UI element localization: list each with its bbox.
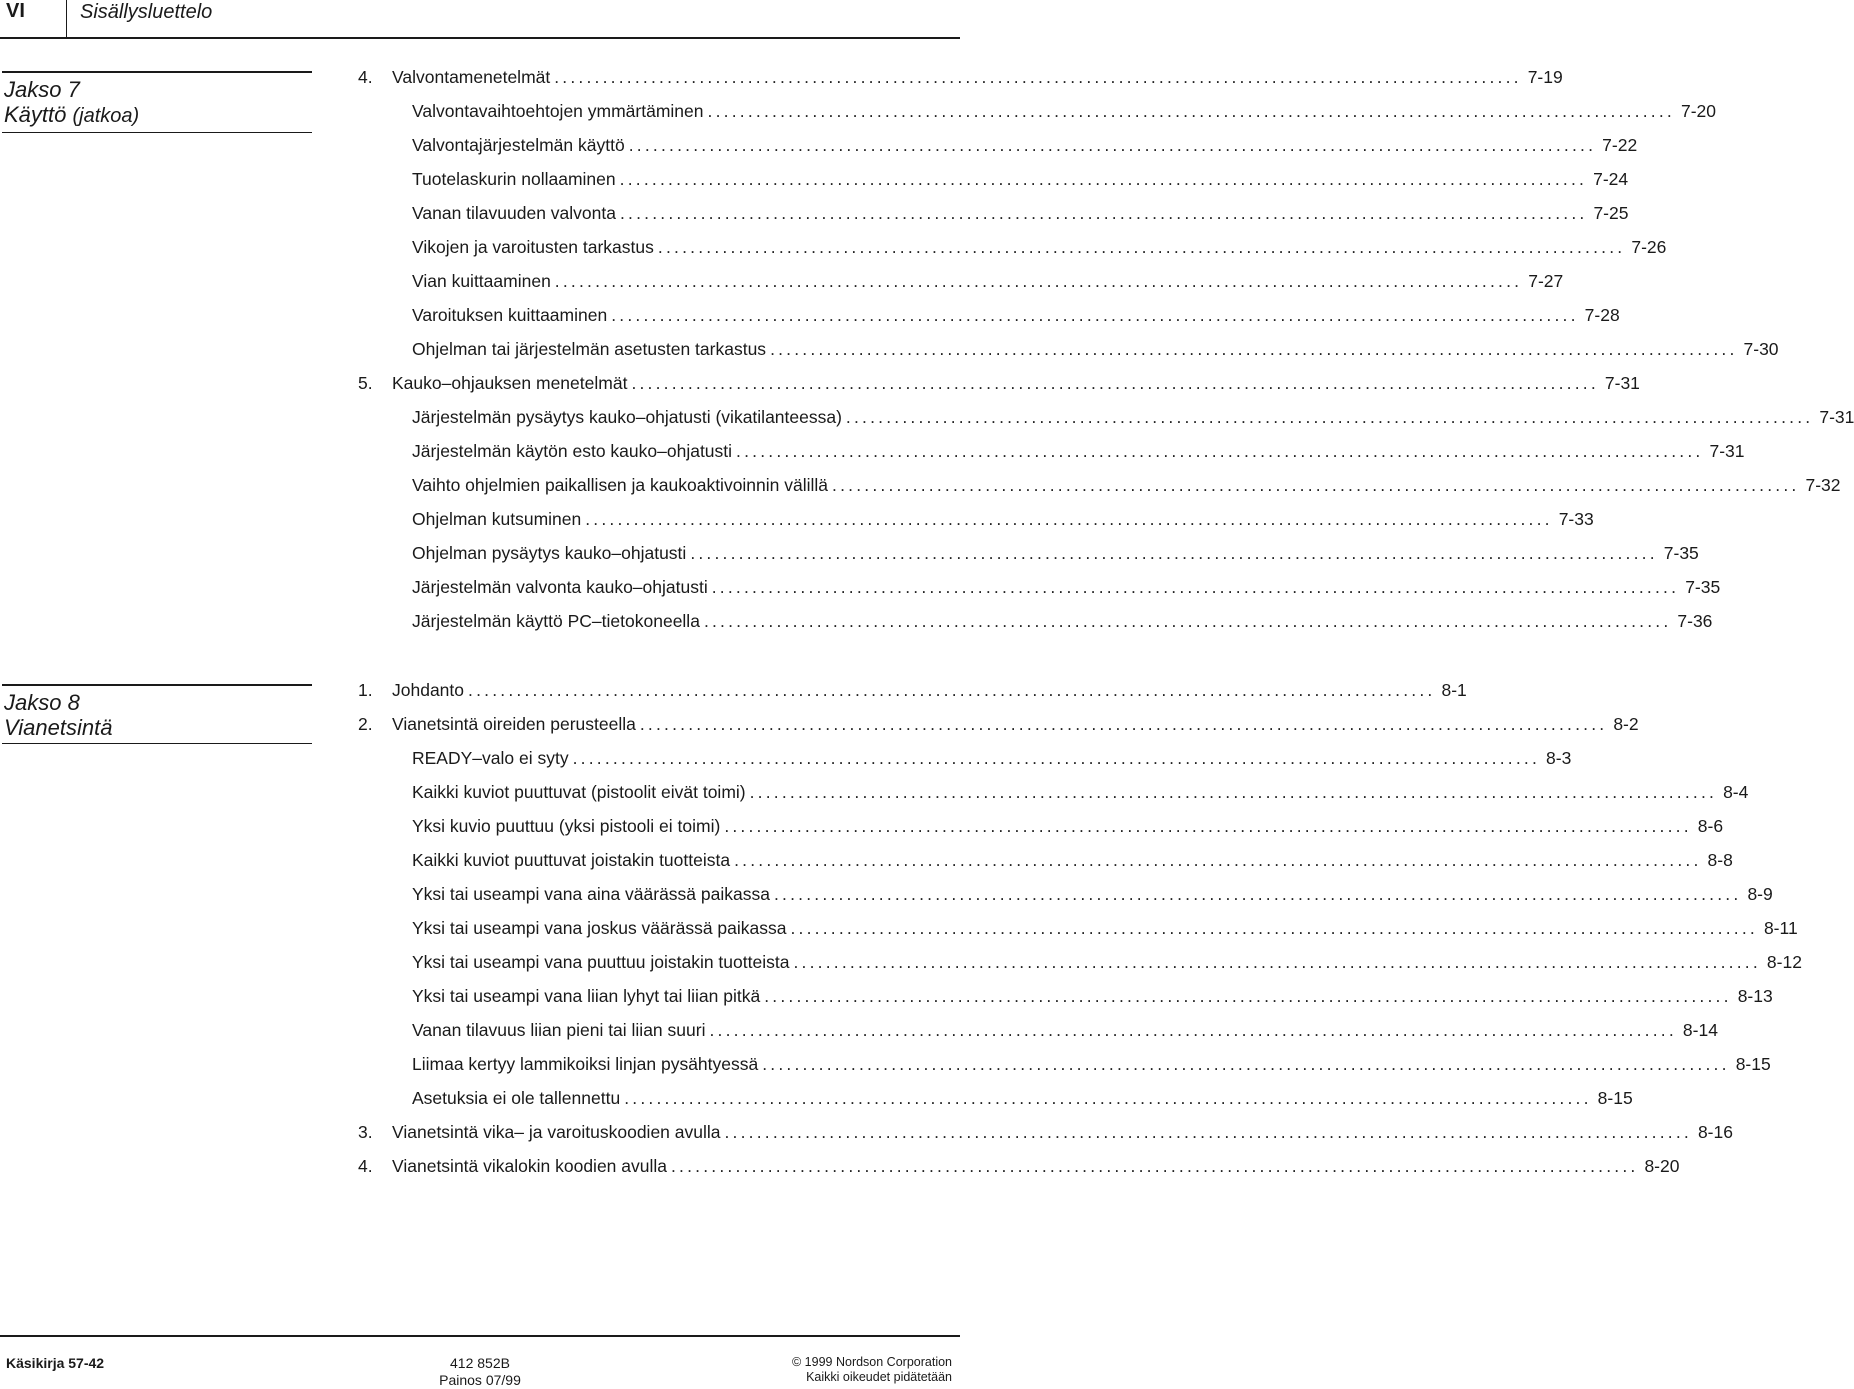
- toc-entry-title: Vianetsintä oireiden perusteella: [392, 714, 636, 734]
- dot-leader: ........................................................................................................................: [631, 373, 1599, 393]
- footer-right: [792, 1355, 952, 1385]
- page-header: [0, 0, 960, 26]
- dot-leader: ........................................................................................................................: [639, 714, 1608, 734]
- dot-leader: ........................................................................................................................: [793, 952, 1761, 972]
- toc-entry-page: 8-11: [1763, 918, 1798, 938]
- section-top-rule: [2, 684, 312, 686]
- toc-entry: [412, 1088, 1633, 1112]
- section-label-jakso-7: [2, 71, 312, 133]
- toc-entry-number: 5.: [358, 373, 373, 393]
- toc-entry: [412, 135, 1638, 159]
- toc-entry: [412, 816, 1724, 840]
- toc-entry: [412, 577, 1721, 601]
- dot-leader: ........................................................................................................................: [657, 237, 1626, 257]
- toc-entry-title: Valvontajärjestelmän käyttö: [412, 135, 625, 155]
- toc-entry-title: Yksi tai useampi vana puuttuu joistakin tuotteista: [412, 952, 790, 972]
- dot-leader: ........................................................................................................................: [554, 271, 1523, 291]
- toc-entry-title: Vanan tilavuus liian pieni tai liian suuri: [412, 1020, 706, 1040]
- toc-entry-page: 8-15: [1735, 1054, 1771, 1074]
- dot-leader: ........................................................................................................................: [468, 680, 1436, 700]
- toc-entry-page: 8-12: [1766, 952, 1802, 972]
- toc-entry: [412, 407, 1854, 431]
- toc-entry: [412, 509, 1594, 533]
- toc-entry-title: Liimaa kertyy lammikoiksi linjan pysähtyessä: [412, 1054, 759, 1074]
- page-title: Sisällysluettelo: [80, 1, 213, 23]
- toc-entry-number: 2.: [358, 714, 373, 734]
- toc-entry: [358, 373, 1640, 397]
- dot-leader: ........................................................................................................................: [711, 577, 1680, 597]
- toc-entry-title: Ohjelman pysäytys kauko–ohjatusti: [412, 543, 687, 563]
- toc-entry-page: 7-19: [1527, 67, 1563, 87]
- section-bottom-rule: [2, 743, 312, 744]
- dot-leader: ........................................................................................................................: [707, 101, 1675, 121]
- dot-leader: ........................................................................................................................: [736, 441, 1704, 461]
- toc-entry-title: Vianetsintä vikalokin koodien avulla: [392, 1156, 667, 1176]
- footer-center: [380, 1355, 580, 1389]
- toc-entry-title: Yksi tai useampi vana joskus väärässä paikassa: [412, 918, 787, 938]
- toc-entry: [412, 611, 1713, 635]
- toc-entry-title: Asetuksia ei ole tallennettu: [412, 1088, 621, 1108]
- toc-entry-title: Järjestelmän valvonta kauko–ohjatusti: [412, 577, 708, 597]
- toc-entry-page: 8-14: [1682, 1020, 1718, 1040]
- toc-entry: [412, 884, 1773, 908]
- toc-entry-number: 3.: [358, 1122, 373, 1142]
- toc-entry-title: Vian kuittaaminen: [412, 271, 551, 291]
- toc-entry: [358, 680, 1467, 704]
- header-divider: [66, 0, 67, 38]
- toc-entry: [412, 237, 1667, 261]
- rights-notice: Kaikki oikeudet pidätetään: [806, 1370, 952, 1384]
- toc-entry-page: 7-31: [1819, 407, 1854, 427]
- toc-entry-title: Kaikki kuviot puuttuvat joistakin tuotteista: [412, 850, 731, 870]
- toc-entry-title: Ohjelman tai järjestelmän asetusten tarkastus: [412, 339, 767, 359]
- toc-entry: [412, 1054, 1771, 1078]
- toc-entry-page: 8-9: [1747, 884, 1773, 904]
- header-rule: [0, 37, 960, 39]
- dot-leader: ........................................................................................................................: [770, 339, 1738, 359]
- section-bottom-rule: [2, 132, 312, 133]
- toc-entry-page: 7-36: [1677, 611, 1713, 631]
- toc-entry-page: 7-28: [1584, 305, 1620, 325]
- toc-entry-title: Yksi tai useampi vana aina väärässä paikassa: [412, 884, 770, 904]
- dot-leader: ........................................................................................................................: [611, 305, 1579, 325]
- toc-entry-number: 4.: [358, 67, 373, 87]
- toc-entry-page: 7-31: [1604, 373, 1640, 393]
- toc-entry-page: 7-22: [1602, 135, 1638, 155]
- toc-entry-page: 8-4: [1723, 782, 1749, 802]
- toc-entry-title: Yksi kuvio puuttuu (yksi pistooli ei toimi): [412, 816, 721, 836]
- dot-leader: ........................................................................................................................: [724, 816, 1692, 836]
- toc-entry-page: 7-35: [1685, 577, 1721, 597]
- toc-entry-title: Valvontamenetelmät: [392, 67, 551, 87]
- dot-leader: ........................................................................................................................: [764, 986, 1732, 1006]
- toc-entry: [412, 543, 1699, 567]
- manual-name: Käsikirja 57-42: [6, 1355, 105, 1371]
- toc-entry-title: Vaihto ohjelmien paikallisen ja kaukoaktivoinnin välillä: [412, 475, 829, 495]
- dot-leader: ........................................................................................................................: [703, 611, 1672, 631]
- toc-entry-title: Johdanto: [392, 680, 465, 700]
- toc-entry-page: 7-24: [1593, 169, 1629, 189]
- toc-entry-page: 8-6: [1697, 816, 1724, 836]
- toc-entry: [412, 305, 1620, 329]
- toc-entry-page: 7-33: [1558, 509, 1594, 529]
- section-note: (jatkoa): [72, 105, 140, 127]
- toc-entry: [412, 101, 1716, 125]
- section-name: Vianetsintä: [4, 715, 113, 740]
- dot-leader: ........................................................................................................................: [628, 135, 1597, 155]
- toc-entry-title: Järjestelmän käytön esto kauko–ohjatusti: [412, 441, 733, 461]
- dot-leader: ........................................................................................................................: [620, 203, 1588, 223]
- toc-entry-page: 8-13: [1737, 986, 1773, 1006]
- section-label-jakso-8: [2, 684, 312, 744]
- toc-entry-title: Tuotelaskurin nollaaminen: [412, 169, 616, 189]
- toc-entry-title: READY–valo ei syty: [412, 748, 569, 768]
- toc-entry-page: 7-26: [1631, 237, 1667, 257]
- dot-leader: ........................................................................................................................: [832, 475, 1800, 495]
- section-name: Käyttö: [4, 102, 67, 127]
- toc-entry: [412, 1020, 1718, 1044]
- toc-entry-title: Kaikki kuviot puuttuvat (pistoolit eivät toimi): [412, 782, 746, 802]
- toc-entry-page: 7-30: [1743, 339, 1779, 359]
- dot-leader: ........................................................................................................................: [671, 1156, 1639, 1176]
- section-subtitle: [2, 102, 312, 129]
- toc-entry: [412, 441, 1745, 465]
- toc-entry: [358, 1156, 1680, 1180]
- dot-leader: ........................................................................................................................: [554, 67, 1522, 87]
- section-title: Jakso 7: [4, 77, 80, 102]
- toc-entry-page: 7-27: [1528, 271, 1564, 291]
- toc-entry-title: Ohjelman kutsuminen: [412, 509, 582, 529]
- toc-entry: [358, 714, 1639, 738]
- dot-leader: ........................................................................................................................: [724, 1122, 1692, 1142]
- toc-entry-page: 8-3: [1546, 748, 1572, 768]
- dot-leader: ........................................................................................................................: [773, 884, 1742, 904]
- toc-entry: [358, 67, 1563, 91]
- toc-entry: [412, 475, 1841, 499]
- dot-leader: ........................................................................................................................: [734, 850, 1702, 870]
- copyright: © 1999 Nordson Corporation: [792, 1355, 952, 1369]
- dot-leader: ........................................................................................................................: [845, 407, 1814, 427]
- toc-entry-page: 8-8: [1707, 850, 1733, 870]
- dot-leader: ........................................................................................................................: [709, 1020, 1677, 1040]
- toc-entry-title: Järjestelmän pysäytys kauko–ohjatusti (vikatilanteessa): [412, 407, 842, 427]
- toc-entry: [358, 1122, 1733, 1146]
- toc-entry-page: 7-31: [1709, 441, 1745, 461]
- dot-leader: ........................................................................................................................: [585, 509, 1553, 529]
- toc-entry-title: Vianetsintä vika– ja varoituskoodien avulla: [392, 1122, 721, 1142]
- toc-entry-title: Yksi tai useampi vana liian lyhyt tai liian pitkä: [412, 986, 761, 1006]
- toc-entry: [412, 339, 1779, 363]
- toc-entry-title: Kauko–ohjauksen menetelmät: [392, 373, 628, 393]
- toc-entry-title: Vikojen ja varoitusten tarkastus: [412, 237, 654, 257]
- toc-entry-page: 7-20: [1680, 101, 1716, 121]
- toc-entry-number: 1.: [358, 680, 373, 700]
- edition: Painos 07/99: [439, 1372, 521, 1388]
- toc-entry: [412, 203, 1629, 227]
- toc-entry-page: 7-25: [1593, 203, 1629, 223]
- dot-leader: ........................................................................................................................: [762, 1054, 1730, 1074]
- toc-entry: [412, 952, 1802, 976]
- toc-entry-title: Varoituksen kuittaaminen: [412, 305, 608, 325]
- toc-entry-number: 4.: [358, 1156, 373, 1176]
- toc-entry: [412, 850, 1733, 874]
- section-number: VI: [6, 0, 25, 22]
- dot-leader: ........................................................................................................................: [619, 169, 1588, 189]
- toc-entry-title: Vanan tilavuuden valvonta: [412, 203, 616, 223]
- toc-entry-page: 7-35: [1663, 543, 1699, 563]
- toc-entry-page: 8-2: [1613, 714, 1639, 734]
- footer-rule: [0, 1335, 960, 1337]
- dot-leader: ........................................................................................................................: [790, 918, 1758, 938]
- part-number: 412 852B: [450, 1355, 510, 1371]
- toc-entry-page: 7-32: [1805, 475, 1841, 495]
- section-top-rule: [2, 71, 312, 73]
- toc-entry: [412, 748, 1572, 772]
- toc-entry: [412, 271, 1564, 295]
- toc-entry: [412, 782, 1749, 806]
- toc-entry-title: Järjestelmän käyttö PC–tietokoneella: [412, 611, 700, 631]
- toc-entry-title: Valvontavaihtoehtojen ymmärtäminen: [412, 101, 704, 121]
- dot-leader: ........................................................................................................................: [690, 543, 1658, 563]
- toc-entry-page: 8-16: [1697, 1122, 1733, 1142]
- toc-entry-page: 8-15: [1597, 1088, 1633, 1108]
- toc-entry: [412, 986, 1773, 1010]
- dot-leader: ........................................................................................................................: [749, 782, 1718, 802]
- dot-leader: ........................................................................................................................: [624, 1088, 1592, 1108]
- toc-entry-page: 8-1: [1441, 680, 1467, 700]
- section-subtitle: [2, 715, 312, 740]
- section-title: Jakso 8: [4, 690, 80, 715]
- toc-entry: [412, 918, 1798, 942]
- toc-entry: [412, 169, 1629, 193]
- dot-leader: ........................................................................................................................: [572, 748, 1541, 768]
- toc-entry-page: 8-20: [1644, 1156, 1680, 1176]
